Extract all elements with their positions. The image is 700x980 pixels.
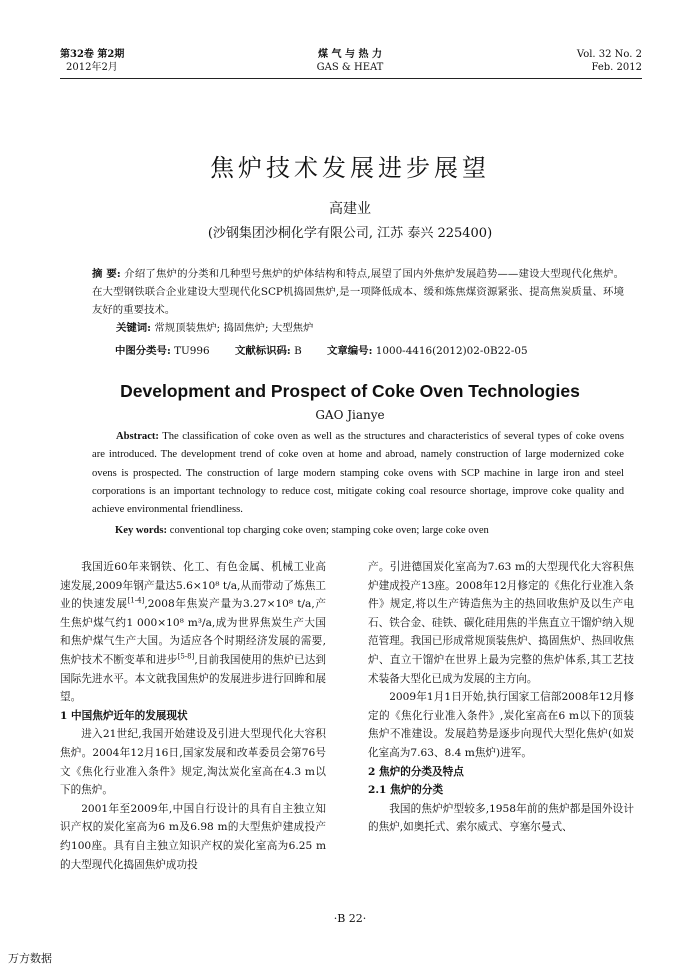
english-title: Development and Prospect of Coke Oven Technologies	[120, 381, 580, 401]
author-affiliation: (沙钢集团沙桐化学有限公司, 江苏 泰兴 225400)	[207, 226, 493, 241]
english-abstract-label: Abstract:	[116, 431, 159, 442]
english-keywords-text: conventional top charging coke oven; stamping coke oven; large coke oven	[169, 525, 489, 536]
header-vol-no: Vol. 32 No. 2	[576, 49, 642, 60]
header-rule	[60, 78, 642, 79]
subsection-heading-2-1: 2.1 焦炉的分类	[368, 784, 444, 797]
paragraph-section1-1: 进入21世纪,我国开始建设及引进大型现代化大容积焦炉。2004年12月16日,国家发展和改革委员会第76号文《焦化行业准入条件》规定,淘汰炭化室高在4.3 m以下的焦炉。	[60, 728, 326, 797]
paragraph-section1-3: 2009年1月1日开始,执行国家工信部2008年12月修定的《焦化行业准入条件》,炭化室高在6 m以下的顶装焦炉不准建设。发展趋势是逐步向现代大型化焦炉(如炭化室高为7.63、8.4 m焦炉)进军。	[368, 691, 634, 759]
cn-keywords-text: 常规顶装焦炉; 捣固焦炉; 大型焦炉	[154, 322, 314, 334]
english-abstract	[92, 428, 624, 519]
author-name: 高建业	[329, 201, 371, 217]
intro-text-c: ,目前我国使用的焦炉已达到国际先进水平。本文就我国焦炉的发展进步进行回眸和展望。	[60, 653, 327, 704]
citation-5-8: [5-8]	[177, 652, 195, 661]
english-author: GAO Jianye	[315, 408, 385, 422]
watermark: 万方数据	[8, 952, 52, 965]
english-keywords	[115, 525, 489, 536]
article-id-label: 文章编号:	[327, 345, 373, 357]
body-column-right	[368, 558, 634, 837]
section-heading-1: 1 中国焦炉近年的发展现状	[60, 709, 188, 722]
cn-keywords-label: 关键词:	[116, 322, 152, 334]
body-column-left	[60, 558, 326, 874]
clc-value: TU996	[174, 345, 210, 357]
doc-code-value: B	[294, 345, 302, 357]
citation-1-4: [1-4]	[127, 596, 145, 605]
header-date-cn: 2012年2月	[66, 62, 118, 73]
classification-line	[115, 344, 528, 358]
header-journal-en: GAS & HEAT	[316, 62, 384, 73]
paragraph-section1-2-cont: 产。引进德国炭化室高为7.63 m的大型现代化大容积焦炉建成投产13座。2008年12月修定的《焦化行业准入条件》规定,将以生产铸造焦为主的热回收焦炉及以生产电石、铁合金、硅铁、碳化硅用焦的半焦直立干馏炉纳入规范管理。我国已形成常规顶装焦炉、捣固焦炉、热回收焦炉、直立干馏炉在世界上最为完整的焦炉体系,其工艺技术装备大型化已成为发展的主方向。	[368, 561, 634, 685]
article-title: 焦炉技术发展进步展望	[210, 154, 490, 182]
cn-abstract	[92, 265, 624, 337]
article-id-value: 1000-4416(2012)02-0B22-05	[375, 345, 528, 357]
section-heading-2: 2 焦炉的分类及特点	[368, 765, 464, 778]
english-keywords-label: Key words:	[115, 525, 168, 536]
header-volume: 第32卷 第2期	[60, 49, 125, 60]
intro-paragraph	[60, 558, 326, 707]
intro-text-b: ,2008年焦炭产量为3.27×10⁸ t/a,产生焦炉煤气约1 000×10⁸ m³/a,成为世界焦炭生产大国和焦炉煤气生产大国。为适应各个时期经济发展的需要,焦炉技术不断变革和进步	[60, 598, 326, 666]
page-number: ·B 22·	[333, 912, 367, 925]
cn-abstract-text: 介绍了焦炉的分类和几种型号焦炉的炉体结构和特点,展望了国内外焦炉发展趋势——建设大型现代化焦炉。在大型钢铁联合企业建设大型现代化SCP机捣固焦炉,是一项降低成本、缓和炼焦煤资源紧张、提高焦炭质量、环境友好的重要技术。	[92, 268, 624, 316]
header-volume-en	[577, 48, 642, 74]
paragraph-section2-1: 我国的焦炉炉型较多,1958年前的焦炉都是国外设计的焦炉,如奥托式、索尔威式、亨塞尔曼式、	[368, 802, 634, 834]
header-journal-cn: 煤 气 与 热 力	[318, 49, 382, 60]
header-date-en: Feb. 2012	[591, 62, 642, 73]
doc-code-label: 文献标识码:	[234, 345, 291, 357]
clc-label: 中图分类号:	[115, 345, 171, 357]
cn-abstract-label: 摘 要:	[92, 268, 121, 280]
english-abstract-text: The classification of coke oven as well as the structures and characteristics of several types of coke ovens are introduced. The development trend of coke oven at home and abroad, namely construction of large modernized coke ovens is prospected. The construction of large modern stamping coke ovens with SCP machine in large iron and steel corporations is an important technology to reduce cost, mitigate coking coal resource shortage, improve coke quality and achieve environmental friendliness.	[92, 431, 624, 516]
intro-text-a: 我国近60年来钢铁、化工、有色金属、机械工业高速发展,2009年钢产量达5.6×10⁸ t/a,从而带动了炼焦工业的快速发展	[60, 561, 326, 611]
paragraph-section1-2: 2001年至2009年,中国自行设计的具有自主独立知识产权的炭化室高为6 m及6.98 m的大型焦炉建成投产约100座。具有自主独立知识产权的炭化室高为6.25 m的大型现代化捣固焦炉成功投	[60, 802, 326, 871]
